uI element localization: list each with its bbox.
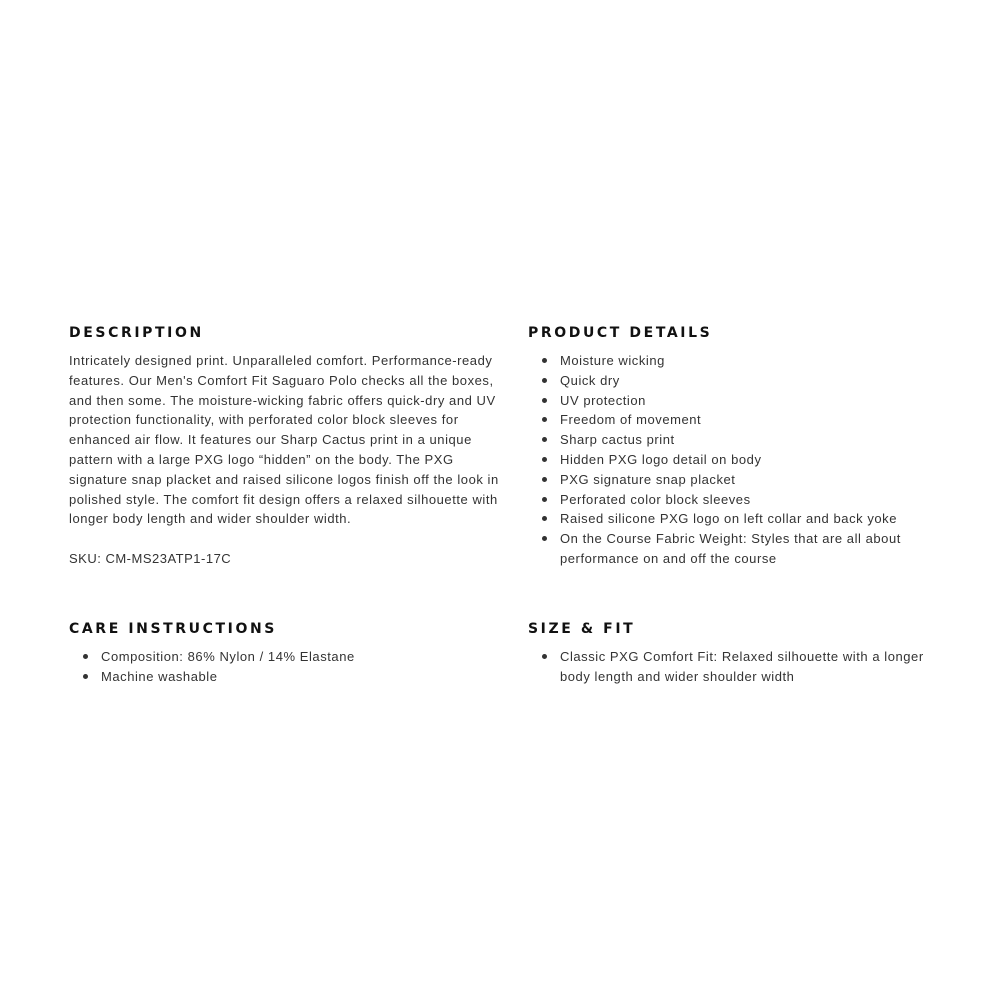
list-item-text: Composition: 86% Nylon / 14% Elastane [101, 649, 355, 664]
list-item-text: Classic PXG Comfort Fit: Relaxed silhouette with a longer body length and wider shoulder width [560, 649, 924, 684]
list-item-text: PXG signature snap placket [560, 471, 736, 487]
bullet-icon [83, 674, 88, 679]
bullet-icon [542, 516, 547, 521]
list-item-text: On the Course Fabric Weight: Styles that are all about performance on and off the course [560, 531, 901, 566]
list-item-text: Quick dry [560, 372, 620, 388]
bullet-icon [542, 536, 547, 541]
bullet-icon [542, 654, 547, 659]
list-item [528, 410, 948, 430]
size-fit-list [528, 647, 948, 687]
care-instructions-heading: CARE INSTRUCTIONS [69, 621, 277, 637]
list-item [528, 490, 948, 510]
care-instructions-list [69, 647, 509, 687]
list-item-text: Machine washable [101, 668, 218, 684]
bullet-icon [542, 457, 547, 462]
list-item [528, 647, 948, 687]
list-item-text: Raised silicone PXG logo on left collar and back yoke [560, 511, 897, 527]
product-details-section [528, 324, 948, 569]
list-item [69, 667, 509, 687]
size-fit-heading: SIZE & FIT [528, 621, 636, 637]
description-text: Intricately designed print. Unparalleled comfort. Performance-ready features. Our Men's Comfort Fit Saguaro Polo checks all the boxes, and then some. The moisture-wicking fabric offers quick-dry and UV protection functionality, with perforated color block sleeves for enhanced air flow. It features our Sharp Cactus print in a unique pattern with a large PXG logo “hidden” on the body. The PXG signature snap placket and raised silicone logos finish off the look in polished style. The comfort fit design offers a relaxed silhouette with longer body length and wider shoulder width. [69, 353, 499, 527]
care-instructions-section [69, 620, 509, 687]
product-details-list [528, 351, 948, 569]
bullet-icon [542, 437, 547, 442]
product-details-heading: PRODUCT DETAILS [528, 325, 713, 341]
bullet-icon [542, 477, 547, 482]
list-item [528, 529, 948, 569]
bullet-icon [83, 654, 88, 659]
list-item-text: Perforated color block sleeves [560, 491, 751, 507]
list-item [69, 647, 509, 667]
list-item [528, 351, 948, 371]
list-item-text: Moisture wicking [560, 353, 665, 368]
list-item [528, 450, 948, 470]
list-item-text: Sharp cactus print [560, 432, 675, 448]
bullet-icon [542, 378, 547, 383]
bullet-icon [542, 358, 547, 363]
size-fit-section [528, 620, 948, 687]
list-item [528, 391, 948, 411]
list-item-text: Hidden PXG logo detail on body [560, 451, 762, 467]
list-item [528, 470, 948, 490]
list-item [528, 509, 948, 529]
bullet-icon [542, 398, 547, 403]
list-item [528, 430, 948, 450]
bullet-icon [542, 417, 547, 422]
description-heading: DESCRIPTION [69, 325, 204, 341]
list-item-text: UV protection [560, 392, 646, 408]
bullet-icon [542, 497, 547, 502]
list-item [528, 371, 948, 391]
list-item-text: Freedom of movement [560, 412, 702, 428]
sku-text: SKU: CM-MS23ATP1-17C [69, 551, 232, 567]
description-section [69, 324, 509, 569]
